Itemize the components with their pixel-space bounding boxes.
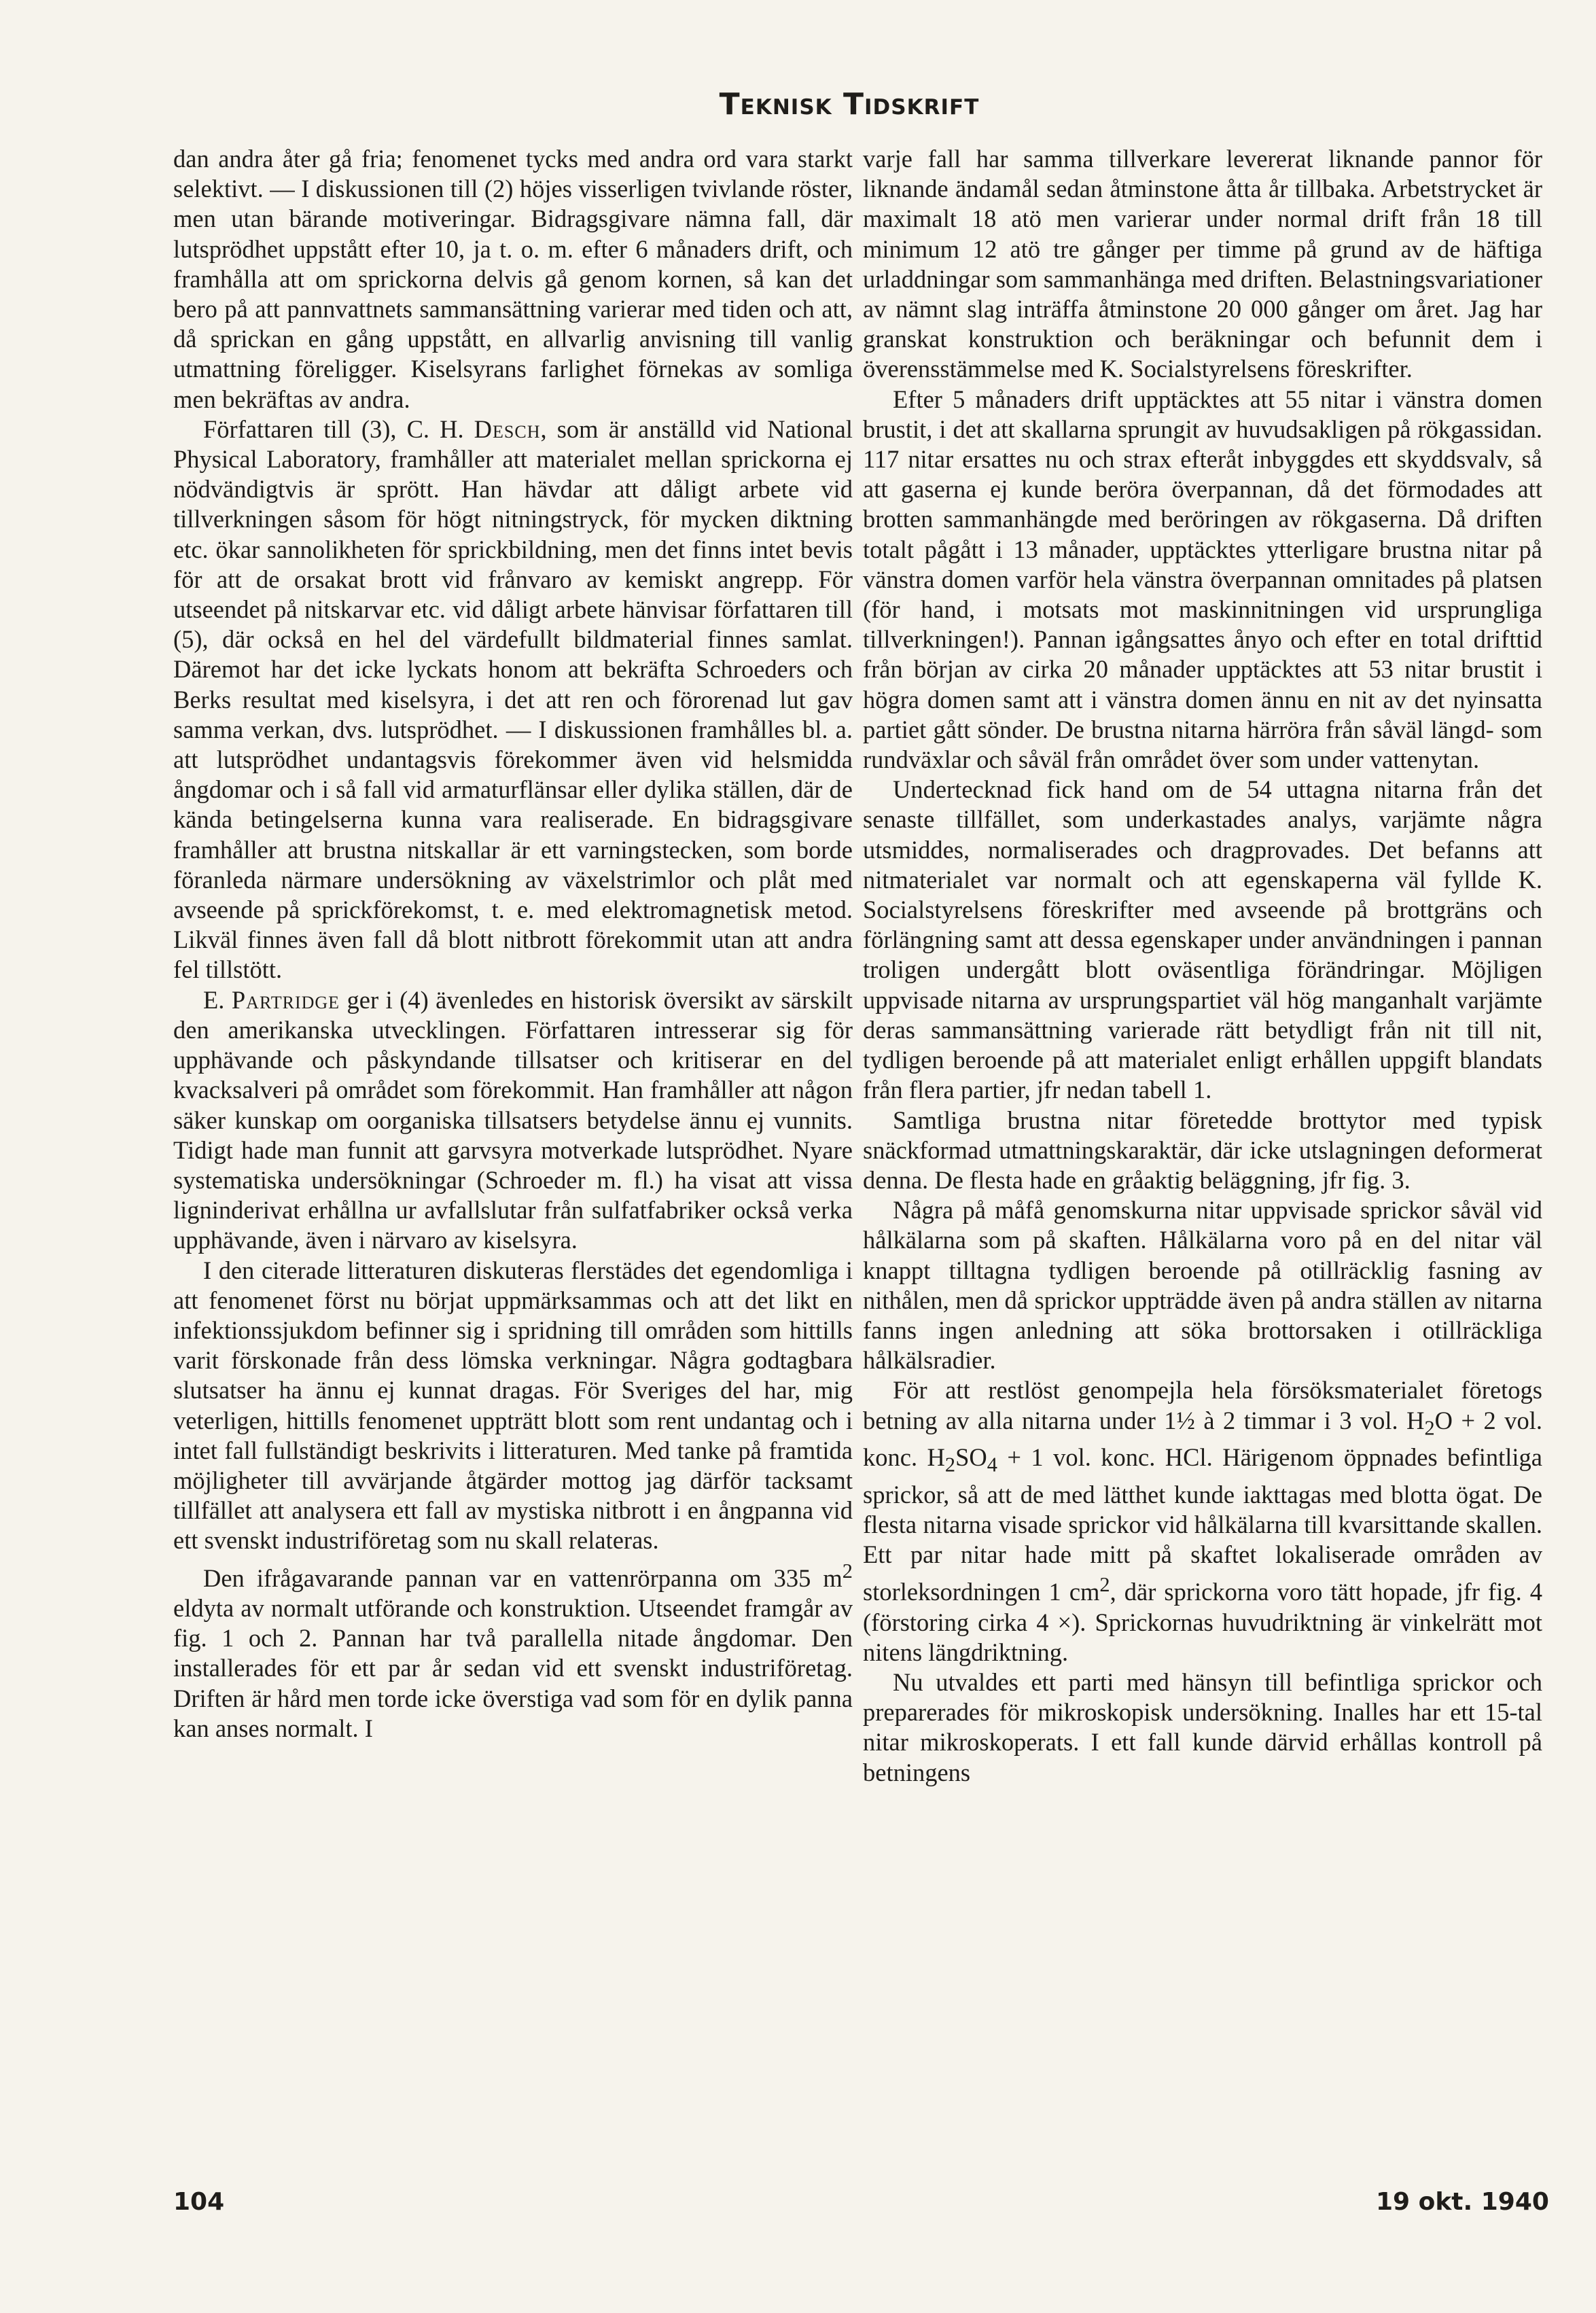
author-name: Partridge [231,985,340,1014]
paragraph: Författaren till (3), C. H. Desch, som är anställd vid National Physical Laboratory, framhåller att materialet mellan sprickorna ej nödvändigtvis är sprött. Han hävdar att dåligt arbete vid tillverkningen såsom för högt nitningstryck, för mycken diktning etc. ökar sannolikheten för sprickbildning, men det finns intet bevis för att de orsakat brott vid frånvaro av kemiskt angrepp. För utseendet på nitskarvar etc. vid dåligt arbete hänvisar författaren till (5), där också en hel del värdefullt bildmaterial finnes samlat. Däremot har det icke lyckats honom att bekräfta Schroeders och Berks resultat med kiselsyra, i det att ren och förorenad lut gav samma verkan, dvs. lutsprödhet. — I diskussionen framhålles bl. a. att lutsprödhet undantagsvis förekommer även vid helsmidda ångdomar och i så fall vid armaturflänsar eller dylika ställen, där de kända betingelserna kunna vara realiserade. En bidragsgivare framhåller att brustna nitskallar är ett varningstecken, som borde föranleda närmare undersökning av växelstrimlor och plåt med avseende på sprickförekomst, t. e. med elektromagnetisk metod. Likväl finnes även fall då blott nitbrott förekommit utan att andra fel tillstött. [173,414,853,984]
issue-date: 19 okt. 1940 [1376,2188,1549,2216]
paragraph: Efter 5 månaders drift upptäcktes att 55 nitar i vänstra domen brustit, i det att skallarna sprungit av huvudsakligen på rökgassidan. 117 nitar ersattes nu och strax efteråt inbyggdes ett skyddsvalv, så att gaserna ej kunde beröra överpannan, då det förmodades att brotten sammanhängde med beröringen av rökgaserna. Då driften totalt pågått i 13 månader, upptäcktes ytterligare brustna nitar på vänstra domen varför hela vänstra överpannan omnitades på platsen (för hand, i motsats mot maskinnitningen vid ursprungliga tillverkningen!). Pannan igångsattes ånyo och efter en total drifttid från början av cirka 20 månader upptäcktes att 53 nitar brustit i högra domen samt att i vänstra domen ännu en nit av det nyinsatta partiet gått sönder. De brustna nitarna härröra från såväl längd- som rundväxlar och såväl från området över som under vattenytan. [863,385,1542,774]
paragraph: I den citerade litteraturen diskuteras flerstädes det egendomliga i att fenomenet först nu börjat uppmärksammas och att det likt en infektionssjukdom befinner sig i spridning till områden som hittills varit förskonade från dess lömska verkningar. Några godtagbara slutsatser ha ännu ej kunnat dragas. För Sveriges del har, mig veterligen, hittills fenomenet uppträtt blott som rent undantag och i intet fall fullständigt beskrivits i litteraturen. Med tanke på framtida möjligheter till avvärjande åtgärder mottog jag därför tacksamt tillfället att analysera ett fall av mystiska nitbrott i en ångpanna vid ett svenskt industriföretag som nu skall relateras. [173,1256,853,1555]
paragraph: Nu utvaldes ett parti med hänsyn till befintliga sprickor och preparerades för mikroskopisk undersökning. Inalles har ett 15-tal nitar mikroskoperats. I ett fall kunde därvid erhållas kontroll på betningens [863,1667,1542,1786]
paragraph: dan andra åter gå fria; fenomenet tycks med andra ord vara starkt selektivt. — I diskussionen till (2) höjes visserligen tvivlande röster, men utan bärande motiveringar. Bidragsgivare nämna fall, där lutsprödhet uppstått efter 10, ja t. o. m. efter 6 månaders drift, och framhålla att om sprickorna delvis gå genom kornen, så kan det bero på att pannvattnets sammansättning varierar med tiden och att, då sprickan en gång uppstått, en allvarlig anvisning till vanlig utmattning föreligger. Kiselsyrans farlighet förnekas av somliga men bekräftas av andra. [173,145,853,413]
paragraph: För att restlöst genompejla hela försöksmaterialet företogs betning av alla nitarna under 1½ à 2 timmar i 3 vol. $H_2O + 2$ vol. konc. $H_2SO_4 + 1$ vol. konc. HCl. Härigenom öppnades befintliga sprickor, så att de med lätthet kunde iakttagas med blotta ögat. De flesta nitarna visade sprickor vid hålkälarna till kvarsittande skallen. Ett par nitar hade mitt på skaftet lokaliserade områden av storleksordningen 1 $cm^2$, där sprickorna voro tätt hopade, jfr fig. 4 (förstoring cirka 4 ×). Sprickornas huvudriktning är vinkelrätt mot nitens längdriktning. [863,1376,1542,1666]
page-number: 104 [173,2188,225,2216]
paragraph: varje fall har samma tillverkare levererat liknande pannor för liknande ändamål sedan åtminstone åtta år tillbaka. Arbetstrycket är maximalt 18 atö men varierar under normal drift från 18 till minimum 12 atö tre gånger per timme på grund av de häftiga urladdningar som sammanhänga med driften. Belastningsvariationer av nämnt slag inträffa åtminstone 20 000 gånger om året. Jag har granskat konstruktion och beräkningar och befunnit dem i överensstämmelse med K. Socialstyrelsens föreskrifter. [863,145,1542,383]
right-column [863,144,1542,1788]
journal-masthead: Teknisk Tidskrift [719,87,980,122]
paragraph: Några på måfå genomskurna nitar uppvisade sprickor såväl vid hålkälarna som på skaften. Hålkälarna voro på en del nitar väl knappt tilltagna tydligen beroende på otillräcklig fasning av nithålen, men då sprickor uppträdde även på andra ställen av nitarna fanns ingen anledning att söka brottorsaken i otillräckliga hålkälsradier. [863,1196,1542,1375]
paragraph: Samtliga brustna nitar företedde brottytor med typisk snäckformad utmattningskaraktär, där icke utslagningen deformerat denna. De flesta hade en gråaktig beläggning, jfr fig. 3. [863,1106,1542,1194]
paragraph: Undertecknad fick hand om de 54 uttagna nitarna från det senaste tillfället, som underkastades analys, varjämte några utsmiddes, normaliserades och dragprovades. Det befanns att nitmaterialet var normalt och att egenskaperna väl fyllde K. Socialstyrelsens föreskrifter med avseende på brottgräns och förlängning samt att dessa egenskaper under användningen i pannan troligen undergått blott oväsentliga förändringar. Möjligen uppvisade nitarna av ursprungspartiet väl hög manganhalt varjämte deras sammansättning varierade rätt betydligt från nit till nit, tydligen beroende på att materialet enligt erhållen uppgift blandats från flera partier, jfr nedan tabell 1. [863,775,1542,1104]
paragraph: E. Partridge ger i (4) ävenledes en historisk översikt av särskilt den amerikanska utvecklingen. Författaren intresserar sig för upphävande och påskyndande tillsatser och kritiserar en del kvacksalveri på området som förekommit. Han framhåller att någon säker kunskap om oorganiska tillsatsers betydelse ännu ej vunnits. Tidigt hade man funnit att garvsyra motverkade lutsprödhet. Nyare systematiska undersökningar (Schroeder m. fl.) ha visat att vissa ligninderivat erhållna ur avfallslutar från sulfatfabriker också verka upphävande, även i närvaro av kiselsyra. [173,985,853,1254]
author-name: Desch [474,414,541,443]
left-column [173,144,853,1744]
paragraph: Den ifrågavarande pannan var en vattenrörpanna om 335 $m^2$ eldyta av normalt utförande och konstruktion. Utseendet framgår av fig. 1 och 2. Pannan har två parallella nitade ångdomar. Den installerades för ett par år sedan vid ett svenskt industriföretag. Driften är hård men torde icke överstiga vad som för en dylik panna kan anses normalt. I [173,1559,853,1742]
